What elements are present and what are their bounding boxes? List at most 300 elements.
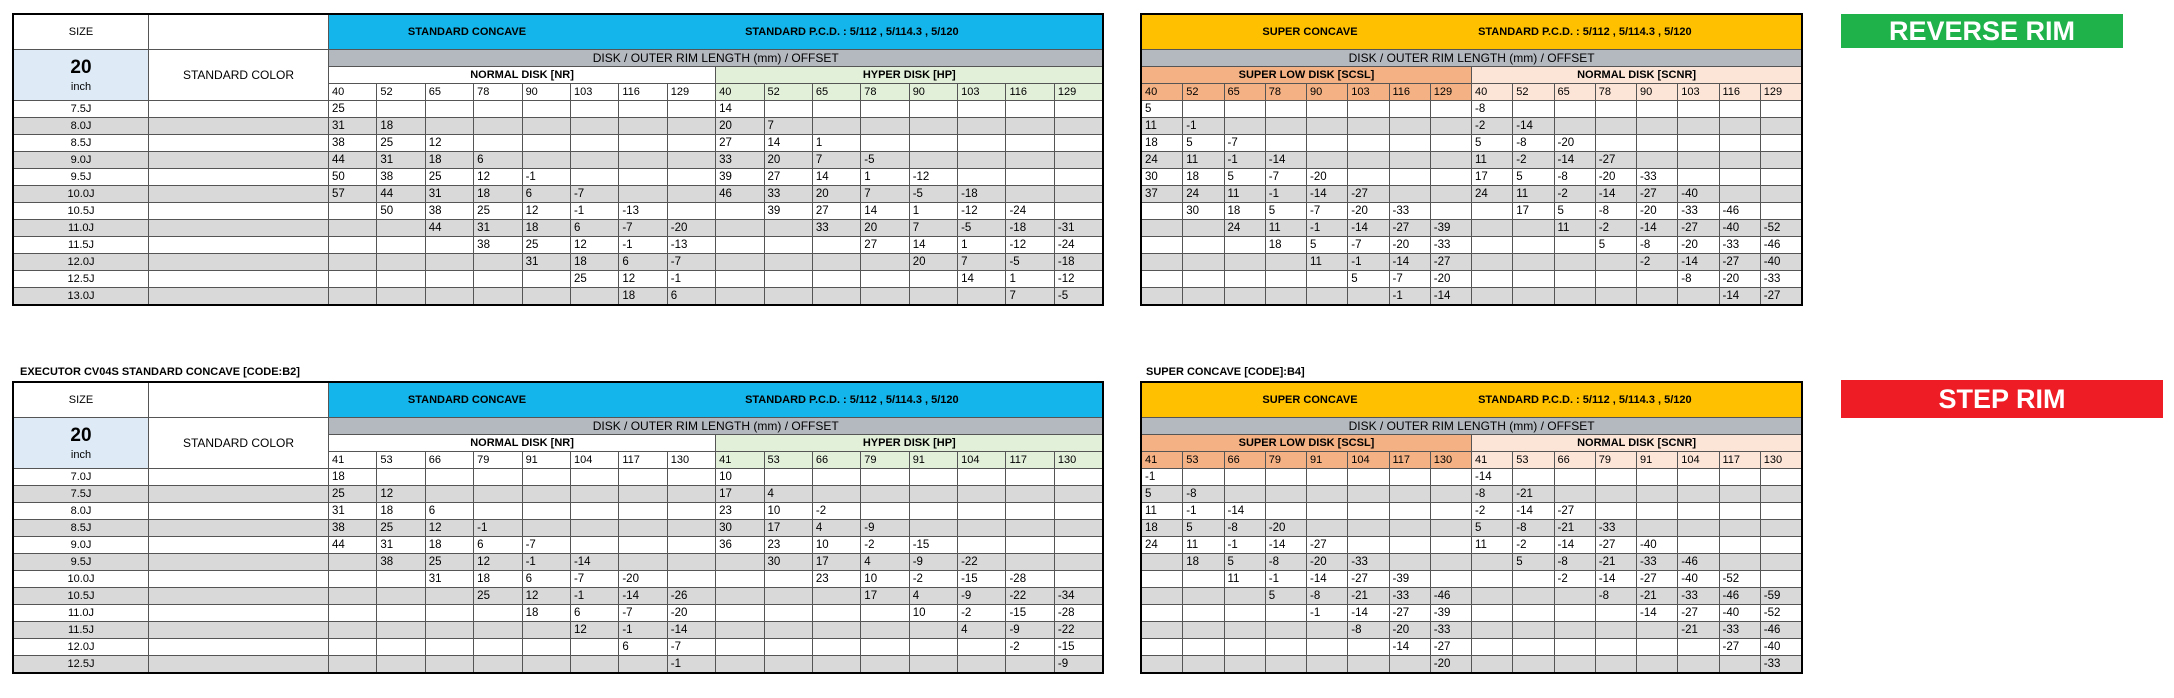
- column-header: 66: [812, 452, 860, 469]
- offset-cell: -20: [1348, 203, 1389, 220]
- offset-cell: [1307, 118, 1348, 135]
- offset-cell: -7: [619, 605, 667, 622]
- offset-cell: 30: [764, 554, 812, 571]
- offset-cell: 11: [1513, 186, 1554, 203]
- offset-cell: 31: [329, 118, 377, 135]
- offset-cell: 18: [619, 288, 667, 305]
- offset-cell: 25: [329, 486, 377, 503]
- offset-cell: -7: [667, 639, 715, 656]
- offset-cell: [570, 537, 618, 554]
- offset-cell: [619, 554, 667, 571]
- offset-cell: 31: [522, 254, 570, 271]
- offset-cell: [1265, 605, 1306, 622]
- offset-cell: [1054, 101, 1103, 118]
- offset-cell: [1760, 118, 1801, 135]
- offset-cell: 20: [716, 118, 764, 135]
- column-header: 91: [909, 452, 957, 469]
- offset-cell: [1760, 186, 1801, 203]
- offset-cell: [474, 622, 522, 639]
- offset-cell: [1224, 588, 1265, 605]
- offset-cell: 12: [425, 135, 473, 152]
- offset-cell: [1389, 537, 1430, 554]
- offset-cell: [1760, 503, 1801, 520]
- offset-cell: 23: [812, 571, 860, 588]
- offset-cell: -8: [1265, 554, 1306, 571]
- offset-cell: -33: [1389, 588, 1430, 605]
- offset-cell: [329, 571, 377, 588]
- offset-cell: [667, 186, 715, 203]
- offset-cell: [812, 254, 860, 271]
- offset-cell: -2: [909, 571, 957, 588]
- table-row: [14, 639, 1103, 656]
- offset-cell: [1513, 101, 1554, 118]
- offset-cell: [958, 101, 1006, 118]
- color-cell: [149, 554, 329, 571]
- offset-cell: -8: [1554, 169, 1595, 186]
- offset-cell: [958, 469, 1006, 486]
- rim-width-label: 13.0J: [14, 288, 149, 305]
- offset-cell: 5: [1513, 169, 1554, 186]
- offset-cell: [764, 237, 812, 254]
- offset-cell: -9: [1006, 622, 1054, 639]
- offset-cell: -22: [1054, 622, 1103, 639]
- offset-cell: 14: [958, 271, 1006, 288]
- offset-cell: [474, 254, 522, 271]
- offset-cell: 14: [861, 203, 909, 220]
- offset-cell: [861, 254, 909, 271]
- column-header: 52: [377, 84, 425, 101]
- offset-cell: 10: [812, 537, 860, 554]
- color-cell: [149, 605, 329, 622]
- column-header: 41: [716, 452, 764, 469]
- offset-cell: [619, 152, 667, 169]
- offset-cell: -12: [909, 169, 957, 186]
- table-row: [1142, 469, 1802, 486]
- offset-cell: [377, 101, 425, 118]
- column-header: 65: [1554, 84, 1595, 101]
- offset-cell: [861, 469, 909, 486]
- table-row: [1142, 605, 1802, 622]
- table-row: [14, 186, 1103, 203]
- offset-cell: [958, 520, 1006, 537]
- offset-cell: [1307, 520, 1348, 537]
- offset-cell: 18: [1183, 554, 1224, 571]
- super-low-disk-header: SUPER LOW DISK [SCSL]: [1142, 435, 1472, 452]
- table-title: SUPER CONCAVE: [1262, 394, 1358, 406]
- offset-cell: [909, 101, 957, 118]
- offset-cell: [377, 254, 425, 271]
- rim-width-label: 12.0J: [14, 254, 149, 271]
- offset-cell: 5: [1595, 237, 1636, 254]
- offset-cell: [716, 237, 764, 254]
- rim-width-label: 10.5J: [14, 203, 149, 220]
- offset-cell: [1637, 486, 1678, 503]
- offset-cell: -39: [1430, 605, 1471, 622]
- offset-cell: [1554, 588, 1595, 605]
- offset-cell: [1595, 622, 1636, 639]
- offset-cell: [1595, 486, 1636, 503]
- offset-cell: -27: [1430, 639, 1471, 656]
- offset-cell: [425, 605, 473, 622]
- offset-cell: 12: [570, 237, 618, 254]
- offset-cell: [1224, 622, 1265, 639]
- color-cell: [149, 186, 329, 203]
- offset-cell: 27: [861, 237, 909, 254]
- offset-cell: -20: [1430, 656, 1471, 673]
- offset-cell: [1054, 503, 1103, 520]
- offset-cell: [1637, 135, 1678, 152]
- offset-cell: [1142, 203, 1183, 220]
- offset-cell: [570, 101, 618, 118]
- offset-cell: [425, 486, 473, 503]
- offset-cell: [1006, 520, 1054, 537]
- offset-cell: 1: [812, 135, 860, 152]
- offset-cell: 18: [522, 220, 570, 237]
- offset-cell: [329, 605, 377, 622]
- offset-cell: -14: [1307, 186, 1348, 203]
- offset-cell: 24: [1224, 220, 1265, 237]
- offset-cell: -1: [1142, 469, 1183, 486]
- offset-cell: -9: [958, 588, 1006, 605]
- offset-cell: -8: [1678, 271, 1719, 288]
- offset-cell: [909, 271, 957, 288]
- offset-cell: 30: [716, 520, 764, 537]
- column-header: 66: [425, 452, 473, 469]
- offset-cell: [1054, 152, 1103, 169]
- offset-cell: -33: [1678, 588, 1719, 605]
- offset-cell: -20: [1389, 622, 1430, 639]
- super-concave-title-bar: [1142, 15, 1802, 50]
- column-header: 130: [1760, 452, 1801, 469]
- offset-cell: 5: [1183, 135, 1224, 152]
- offset-cell: -46: [1719, 203, 1760, 220]
- offset-cell: [1054, 486, 1103, 503]
- offset-cell: [522, 469, 570, 486]
- offset-cell: -33: [1719, 622, 1760, 639]
- column-header: 129: [1054, 84, 1103, 101]
- offset-cell: 18: [1142, 135, 1183, 152]
- standard-color-cell: STANDARD COLOR: [149, 418, 329, 469]
- offset-cell: [1348, 169, 1389, 186]
- offset-cell: [667, 169, 715, 186]
- offset-cell: [764, 571, 812, 588]
- table-row: [14, 656, 1103, 673]
- offset-cell: -33: [1678, 203, 1719, 220]
- offset-cell: [1006, 554, 1054, 571]
- offset-cell: [716, 622, 764, 639]
- offset-cell: -21: [1678, 622, 1719, 639]
- offset-cell: [425, 271, 473, 288]
- column-header: 40: [716, 84, 764, 101]
- offset-cell: [522, 656, 570, 673]
- offset-cell: 5: [1513, 554, 1554, 571]
- offset-cell: [1307, 135, 1348, 152]
- table-row: [14, 169, 1103, 186]
- offset-cell: [812, 288, 860, 305]
- offset-cell: -14: [1678, 254, 1719, 271]
- offset-cell: 38: [329, 520, 377, 537]
- offset-cell: [1637, 152, 1678, 169]
- table-row: [14, 271, 1103, 288]
- offset-cell: 17: [861, 588, 909, 605]
- rim-width-label: 8.0J: [14, 503, 149, 520]
- offset-cell: [1389, 186, 1430, 203]
- offset-cell: [474, 469, 522, 486]
- offset-cell: [1265, 656, 1306, 673]
- offset-cell: [1054, 571, 1103, 588]
- column-header: 52: [764, 84, 812, 101]
- offset-cell: 38: [474, 237, 522, 254]
- disk-bar: DISK / OUTER RIM LENGTH (mm) / OFFSET: [1142, 50, 1802, 67]
- offset-cell: [1719, 537, 1760, 554]
- offset-cell: [474, 656, 522, 673]
- offset-cell: [716, 203, 764, 220]
- offset-cell: -18: [1054, 254, 1103, 271]
- offset-cell: -1: [1224, 537, 1265, 554]
- offset-cell: -27: [1554, 503, 1595, 520]
- offset-cell: 37: [1142, 186, 1183, 203]
- column-header: 116: [1006, 84, 1054, 101]
- offset-cell: -9: [909, 554, 957, 571]
- rim-width-label: 9.5J: [14, 169, 149, 186]
- offset-cell: [329, 588, 377, 605]
- offset-cell: [1472, 622, 1513, 639]
- offset-cell: [1183, 220, 1224, 237]
- offset-cell: [909, 469, 957, 486]
- offset-cell: 5: [1472, 520, 1513, 537]
- offset-cell: -2: [1472, 118, 1513, 135]
- color-cell: [149, 639, 329, 656]
- offset-cell: [1719, 486, 1760, 503]
- offset-cell: [958, 152, 1006, 169]
- table-row: [14, 588, 1103, 605]
- offset-cell: -7: [1265, 169, 1306, 186]
- offset-cell: 17: [1472, 169, 1513, 186]
- offset-cell: 6: [667, 288, 715, 305]
- offset-cell: -2: [861, 537, 909, 554]
- offset-cell: [1183, 101, 1224, 118]
- offset-cell: 6: [474, 152, 522, 169]
- offset-cell: [570, 152, 618, 169]
- offset-cell: -15: [958, 571, 1006, 588]
- offset-cell: [861, 271, 909, 288]
- table-row: [1142, 271, 1802, 288]
- offset-cell: [1472, 271, 1513, 288]
- offset-cell: -27: [1389, 605, 1430, 622]
- column-header: 103: [1348, 84, 1389, 101]
- offset-cell: 31: [377, 152, 425, 169]
- offset-cell: [1183, 237, 1224, 254]
- offset-cell: 11: [1307, 254, 1348, 271]
- offset-cell: [1183, 254, 1224, 271]
- offset-cell: [667, 118, 715, 135]
- offset-cell: [377, 656, 425, 673]
- offset-cell: -14: [1513, 503, 1554, 520]
- offset-cell: [1265, 288, 1306, 305]
- offset-cell: -2: [1554, 186, 1595, 203]
- offset-cell: 5: [1307, 237, 1348, 254]
- color-cell: [149, 101, 329, 118]
- table-row: [14, 469, 1103, 486]
- offset-cell: 17: [1513, 203, 1554, 220]
- offset-cell: -7: [619, 220, 667, 237]
- offset-cell: [764, 588, 812, 605]
- offset-cell: -21: [1554, 520, 1595, 537]
- offset-cell: 11: [1265, 220, 1306, 237]
- offset-cell: 24: [1142, 152, 1183, 169]
- offset-cell: [909, 135, 957, 152]
- column-header: 104: [1348, 452, 1389, 469]
- offset-cell: [1183, 571, 1224, 588]
- offset-cell: [764, 101, 812, 118]
- offset-cell: [1637, 622, 1678, 639]
- offset-cell: [1348, 101, 1389, 118]
- offset-cell: -1: [619, 237, 667, 254]
- offset-cell: [377, 288, 425, 305]
- offset-cell: 7: [861, 186, 909, 203]
- offset-cell: 25: [425, 554, 473, 571]
- offset-cell: [329, 622, 377, 639]
- offset-cell: -27: [1348, 186, 1389, 203]
- offset-cell: [1554, 486, 1595, 503]
- offset-cell: [1760, 152, 1801, 169]
- column-header: 78: [1265, 84, 1306, 101]
- offset-cell: -5: [909, 186, 957, 203]
- offset-cell: [1760, 554, 1801, 571]
- offset-cell: [522, 271, 570, 288]
- offset-cell: [1142, 605, 1183, 622]
- column-header: 116: [1389, 84, 1430, 101]
- offset-cell: [1595, 656, 1636, 673]
- offset-cell: [1513, 469, 1554, 486]
- offset-cell: -27: [1637, 186, 1678, 203]
- color-cell: [149, 503, 329, 520]
- offset-cell: [377, 571, 425, 588]
- offset-cell: -27: [1678, 605, 1719, 622]
- offset-cell: [1348, 520, 1389, 537]
- offset-cell: [1678, 486, 1719, 503]
- table-row: [14, 220, 1103, 237]
- table-row: [14, 118, 1103, 135]
- offset-cell: 18: [425, 152, 473, 169]
- column-header: 129: [1430, 84, 1471, 101]
- offset-cell: [861, 656, 909, 673]
- offset-cell: -7: [1348, 237, 1389, 254]
- offset-cell: 5: [1142, 101, 1183, 118]
- offset-cell: 36: [716, 537, 764, 554]
- offset-cell: [764, 605, 812, 622]
- offset-cell: [1265, 622, 1306, 639]
- offset-cell: 17: [812, 554, 860, 571]
- offset-cell: -20: [1307, 554, 1348, 571]
- size-header: SIZE: [14, 15, 149, 50]
- offset-cell: [570, 288, 618, 305]
- table-row: [1142, 169, 1802, 186]
- offset-cell: [1224, 288, 1265, 305]
- offset-cell: [1224, 101, 1265, 118]
- offset-cell: [958, 639, 1006, 656]
- offset-cell: -46: [1760, 237, 1801, 254]
- table-row: [14, 554, 1103, 571]
- offset-cell: -52: [1719, 571, 1760, 588]
- offset-cell: 5: [1472, 135, 1513, 152]
- offset-cell: [1142, 622, 1183, 639]
- offset-cell: [667, 571, 715, 588]
- offset-cell: [377, 469, 425, 486]
- column-header: 129: [1760, 84, 1801, 101]
- color-cell: [149, 220, 329, 237]
- offset-cell: [1678, 520, 1719, 537]
- column-header: 78: [474, 84, 522, 101]
- rim-width-label: 7.5J: [14, 486, 149, 503]
- offset-cell: [1054, 469, 1103, 486]
- color-cell: [149, 520, 329, 537]
- offset-cell: [570, 656, 618, 673]
- offset-cell: [1719, 169, 1760, 186]
- offset-cell: [1760, 520, 1801, 537]
- color-cell: [149, 486, 329, 503]
- offset-cell: [522, 622, 570, 639]
- offset-cell: [667, 152, 715, 169]
- offset-cell: [1678, 503, 1719, 520]
- offset-cell: -14: [667, 622, 715, 639]
- offset-cell: [1307, 503, 1348, 520]
- offset-cell: [1637, 118, 1678, 135]
- column-header: 90: [1637, 84, 1678, 101]
- offset-cell: 6: [619, 254, 667, 271]
- super-concave-caption: SUPER CONCAVE [CODE]:B4]: [1146, 366, 1305, 378]
- offset-cell: 57: [329, 186, 377, 203]
- offset-cell: [1554, 254, 1595, 271]
- pcd-text: STANDARD P.C.D. : 5/112 , 5/114.3 , 5/120: [745, 26, 959, 38]
- column-header: 104: [570, 452, 618, 469]
- offset-cell: 5: [1142, 486, 1183, 503]
- offset-cell: -21: [1348, 588, 1389, 605]
- offset-cell: -20: [619, 571, 667, 588]
- offset-cell: -7: [667, 254, 715, 271]
- offset-cell: -1: [1389, 288, 1430, 305]
- offset-cell: [812, 622, 860, 639]
- offset-cell: [1224, 118, 1265, 135]
- offset-cell: [1430, 169, 1471, 186]
- offset-cell: [1472, 639, 1513, 656]
- table-row: [1142, 622, 1802, 639]
- offset-cell: -28: [1006, 571, 1054, 588]
- offset-cell: 25: [570, 271, 618, 288]
- offset-cell: [1430, 186, 1471, 203]
- offset-cell: 27: [764, 169, 812, 186]
- column-header: 78: [861, 84, 909, 101]
- offset-cell: [716, 605, 764, 622]
- table-row: [14, 537, 1103, 554]
- offset-cell: -2: [1513, 152, 1554, 169]
- offset-cell: -2: [1554, 571, 1595, 588]
- offset-cell: -8: [1183, 486, 1224, 503]
- offset-cell: -9: [861, 520, 909, 537]
- offset-cell: [861, 622, 909, 639]
- offset-cell: [1554, 639, 1595, 656]
- offset-cell: -20: [1678, 237, 1719, 254]
- offset-cell: [1054, 537, 1103, 554]
- offset-cell: [764, 271, 812, 288]
- offset-cell: -33: [1595, 520, 1636, 537]
- offset-cell: [425, 639, 473, 656]
- table-row: [1142, 537, 1802, 554]
- offset-cell: [861, 118, 909, 135]
- offset-cell: 12: [619, 271, 667, 288]
- column-header: 130: [1430, 452, 1471, 469]
- offset-cell: [1595, 503, 1636, 520]
